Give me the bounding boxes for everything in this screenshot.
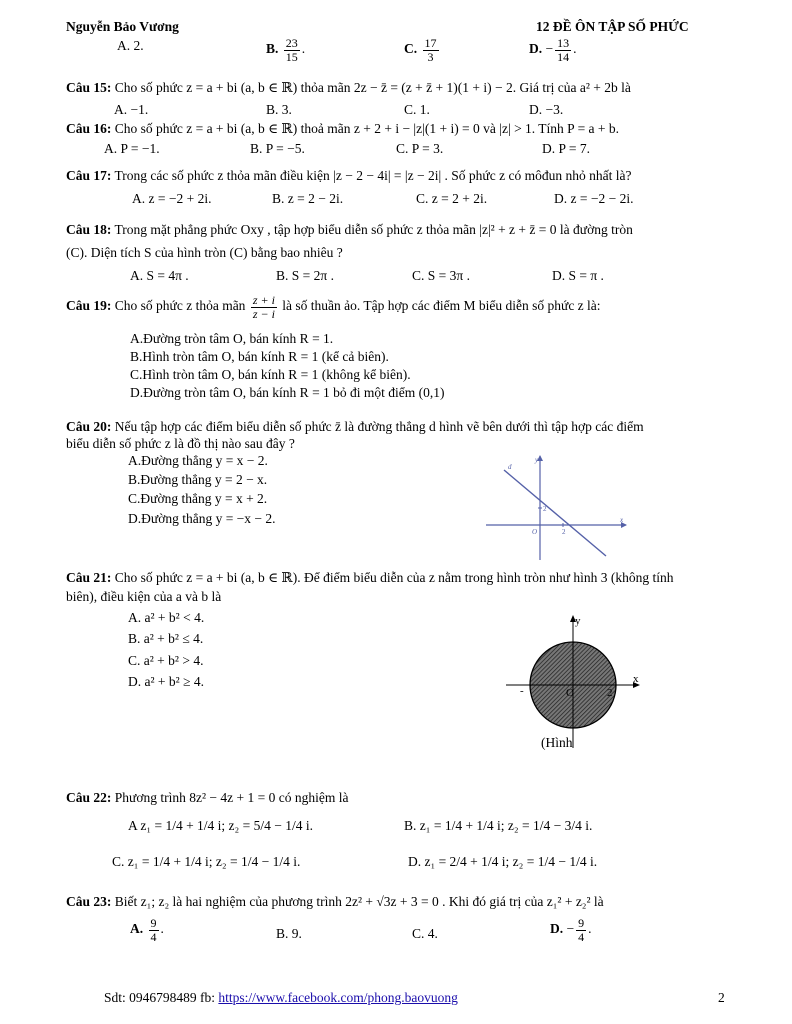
q20-stem-line1: Câu 20: Nếu tập hợp các điểm biểu diễn số phức z̄ là đường thẳng d hình vẽ bên dưới thì tập hợp các điểm — [66, 419, 644, 434]
q20-line-graph — [484, 452, 630, 562]
q20-option-a: A.Đường thẳng y = x − 2. — [128, 453, 268, 468]
footer-contact — [104, 990, 458, 1006]
q21-circle-figure — [500, 610, 650, 760]
q23-stem: Câu 23: Biết z₁; z₂ là hai nghiệm của phương trình 2z² + √3z + 3 = 0 . Khi đó giá trị của z₁² + z₂² là — [66, 894, 604, 909]
q18-option-d: D. S = π . — [552, 268, 604, 283]
q18-option-c: C. S = 3π . — [412, 268, 470, 283]
q15-option-d: D. −3. — [529, 102, 564, 117]
q21-label-y: y — [575, 615, 581, 627]
q21-label-o: O — [566, 687, 574, 699]
q21-option-b: B. a² + b² ≤ 4. — [128, 631, 204, 646]
q14-option-b: B. $\frac{23}{15}$ . — [266, 36, 306, 64]
q22-option-c: C. z₁ = 1/4 + 1/4 i; z₂ = 1/4 − 1/4 i. — [112, 854, 301, 869]
q14-option-d: D. − $\frac{13}{14}$ . — [529, 36, 577, 64]
q19-option-c: C.Hình tròn tâm O, bán kính R = 1 (không kể biên). — [130, 367, 411, 382]
q22-option-a: A z₁ = 1/4 + 1/4 i; z₂ = 5/4 − 1/4 i. — [128, 818, 313, 833]
q16-stem: Câu 16: Cho số phức z = a + bi (a, b ∈ ℝ) thoả mãn z + 2 + i − |z|(1 + i) = 0 và |z| > 1. Tính P = a + b. — [66, 121, 620, 136]
q19-fraction: $\frac{z + i}{z - i}$ — [252, 293, 275, 321]
q22-stem: Câu 22: Phương trình 8z² − 4z + 1 = 0 có nghiệm là — [66, 790, 349, 805]
q22-option-d: D. z₁ = 2/4 + 1/4 i; z₂ = 1/4 − 1/4 i. — [408, 854, 598, 869]
q20-label-o: O — [532, 528, 538, 536]
q20-line-d — [504, 470, 606, 556]
q23-option-d: D. − $\frac{9}{4}$ . — [550, 916, 592, 944]
q19-option-a: A.Đường tròn tâm O, bán kính R = 1. — [130, 331, 334, 346]
q19-option-d: D.Đường tròn tâm O, bán kính R = 1 bỏ đi một điểm (0,1) — [130, 385, 445, 400]
header-author: Nguyễn Bảo Vương — [66, 19, 179, 34]
footer-facebook-link[interactable]: https://www.facebook.com/phong.baovuong — [218, 990, 458, 1005]
q20-option-b: B.Đường thẳng y = 2 − x. — [128, 472, 268, 487]
q20-label-2y: 2 — [543, 505, 547, 513]
q17-option-a: A. z = −2 + 2i. — [132, 191, 212, 206]
q21-figure-caption: (Hình — [541, 735, 573, 750]
q19-stem: Câu 19: Cho số phức z thỏa mãn $\frac{z + i}{z - i}$ là số thuần ảo. Tập hợp các điểm M biểu diễn số phức z là: — [66, 293, 601, 321]
q21-label-x: x — [633, 673, 639, 685]
header-title: 12 ĐỀ ÔN TẬP SỐ PHỨC — [536, 19, 689, 34]
q20-option-d: D.Đường thẳng y = −x − 2. — [128, 511, 276, 526]
q16-option-b: B. P = −5. — [250, 141, 305, 156]
q22-option-b: B. z₁ = 1/4 + 1/4 i; z₂ = 1/4 − 3/4 i. — [404, 818, 593, 833]
q16-option-a: A. P = −1. — [104, 141, 160, 156]
page-number: 2 — [718, 990, 725, 1005]
q18-option-b: B. S = 2π . — [276, 268, 334, 283]
q20-option-c: C.Đường thẳng y = x + 2. — [128, 491, 268, 506]
q17-stem: Câu 17: Trong các số phức z thỏa mãn điều kiện |z − 2 − 4i| = |z − 2i| . Số phức z có môđun nhỏ nhất là? — [66, 168, 632, 183]
q20-label-y: y — [535, 456, 539, 464]
q20-stem-line2: biểu diễn số phức z là đồ thị nào sau đây ? — [66, 436, 295, 451]
q19-option-b: B.Hình tròn tâm O, bán kính R = 1 (kể cả biên). — [130, 349, 389, 364]
q21-stem-line2: biên), điều kiện của a và b là — [66, 589, 222, 604]
q23-option-c: C. 4. — [412, 926, 438, 941]
q15-stem: Câu 15: Cho số phức z = a + bi (a, b ∈ ℝ) thỏa mãn 2z − z̄ = (z + z̄ + 1)(1 + i) − 2. Giá trị của a² + 2b là — [66, 80, 631, 95]
q15-option-c: C. 1. — [404, 102, 430, 117]
q21-stem-line1: Câu 21: Cho số phức z = a + bi (a, b ∈ ℝ). Để điểm biểu diễn của z nằm trong hình tròn như hình 3 (không tính — [66, 570, 674, 585]
q17-option-d: D. z = −2 − 2i. — [554, 191, 634, 206]
q17-option-b: B. z = 2 − 2i. — [272, 191, 344, 206]
q21-label-2: 2 — [607, 687, 613, 699]
q21-option-a: A. a² + b² < 4. — [128, 610, 205, 625]
q18-stem-line1: Câu 18: Trong mặt phẳng phức Oxy , tập hợp biểu diễn số phức z thỏa mãn |z|² + z + z̄ = 0 là đường tròn — [66, 222, 633, 237]
q16-option-c: C. P = 3. — [396, 141, 444, 156]
q14-option-c: C. $\frac{17}{3}$ — [404, 36, 437, 64]
q20-label-d: d — [508, 463, 512, 471]
q21-option-c: C. a² + b² > 4. — [128, 653, 204, 668]
q17-option-c: C. z = 2 + 2i. — [416, 191, 488, 206]
q15-option-b: B. 3. — [266, 102, 292, 117]
q18-option-a: A. S = 4π . — [130, 268, 189, 283]
q18-stem-line2: (C). Diện tích S của hình tròn (C) bằng bao nhiêu ? — [66, 245, 343, 260]
q16-option-d: D. P = 7. — [542, 141, 590, 156]
q21-label-minus: - — [520, 685, 524, 697]
q14-option-a: A. 2. — [117, 38, 144, 53]
q20-label-x: x — [620, 516, 624, 524]
q15-option-a: A. −1. — [114, 102, 149, 117]
q23-option-a: A. $\frac{9}{4}$ . — [130, 916, 164, 944]
footer-text: Sdt: 0946798489 fb: — [104, 990, 219, 1005]
q21-option-d: D. a² + b² ≥ 4. — [128, 674, 204, 689]
q20-label-2x: 2 — [562, 528, 566, 536]
q23-option-b: B. 9. — [276, 926, 302, 941]
